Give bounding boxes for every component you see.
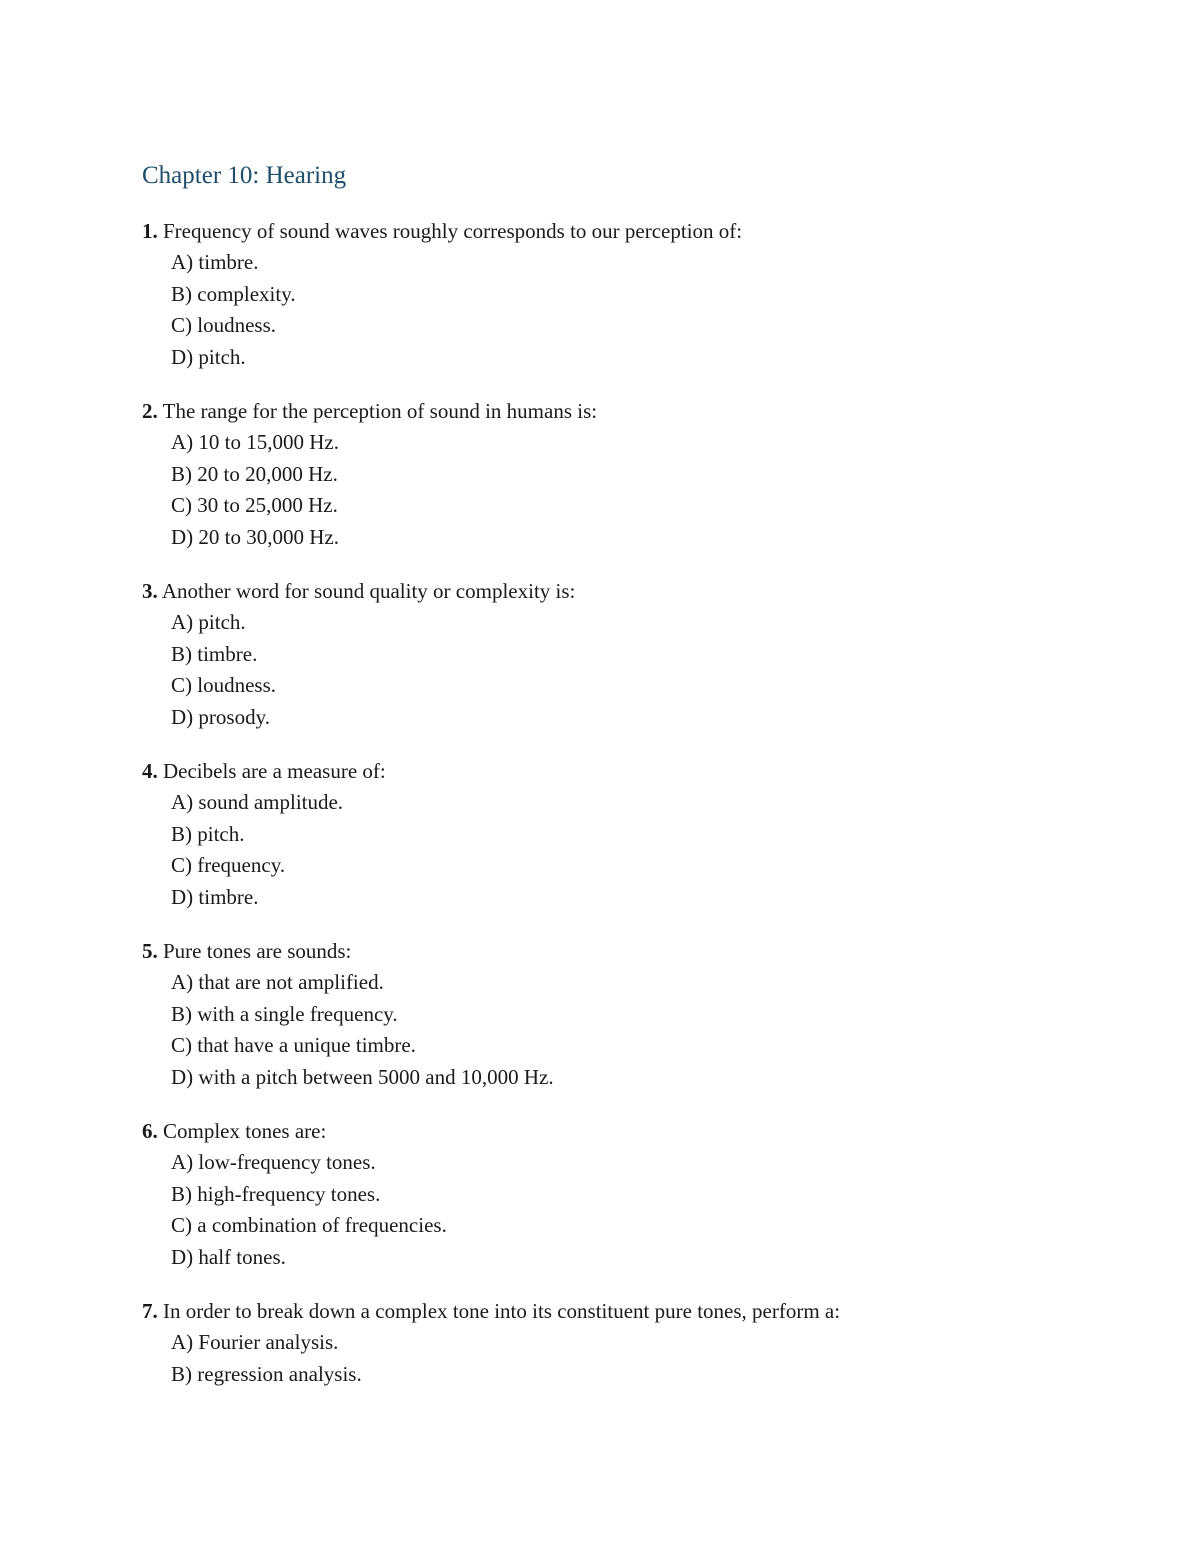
question-stem: [142, 1116, 1102, 1147]
answer-choice: B) pitch.: [171, 821, 245, 846]
question-stem: [142, 396, 1102, 427]
answer-choice: D) prosody.: [171, 704, 270, 729]
answer-choices: [142, 967, 1102, 1093]
question-text: The range for the perception of sound in humans is:: [162, 399, 598, 423]
question-stem: [142, 1296, 1102, 1327]
answer-choices: [142, 427, 1102, 553]
answer-choice: C) loudness.: [171, 313, 276, 337]
answer-choice: B) complexity.: [171, 281, 296, 306]
question-number: 5.: [142, 939, 158, 963]
answer-choice: A) sound amplitude.: [171, 790, 344, 814]
question-6: [142, 1116, 1102, 1273]
answer-choices: [142, 1327, 1102, 1390]
question-stem: [142, 936, 1102, 967]
answer-choice: B) 20 to 20,000 Hz.: [171, 461, 338, 486]
answer-choice: D) with a pitch between 5000 and 10,000 Hz.: [171, 1064, 554, 1089]
question-stem: [142, 576, 1102, 607]
answer-choice: C) loudness.: [171, 673, 276, 697]
question-4: [142, 756, 1102, 913]
question-text: Another word for sound quality or complexity is:: [161, 579, 576, 603]
question-stem: [142, 216, 1102, 247]
answer-choice: C) a combination of frequencies.: [171, 1213, 447, 1237]
answer-choices: [142, 787, 1102, 913]
question-number: 1.: [142, 219, 158, 243]
question-text: Frequency of sound waves roughly corresponds to our perception of:: [163, 219, 743, 243]
answer-choice: D) pitch.: [171, 344, 246, 369]
question-2: [142, 396, 1102, 553]
answer-choice: A) Fourier analysis.: [171, 1330, 339, 1354]
question-number: 7.: [142, 1299, 158, 1323]
question-1: [142, 216, 1102, 373]
question-text: Pure tones are sounds:: [163, 939, 352, 963]
question-text: In order to break down a complex tone into its constituent pure tones, perform a:: [163, 1299, 841, 1323]
answer-choice: B) timbre.: [171, 641, 258, 666]
question-number: 4.: [142, 759, 158, 783]
answer-choices: [142, 247, 1102, 373]
question-7: [142, 1296, 1102, 1390]
question-number: 3.: [142, 579, 158, 603]
answer-choice: D) timbre.: [171, 884, 259, 909]
answer-choice: D) half tones.: [171, 1244, 286, 1269]
question-text: Decibels are a measure of:: [163, 759, 386, 783]
answer-choice: C) frequency.: [171, 853, 286, 877]
answer-choice: A) pitch.: [171, 610, 246, 634]
question-number: 2.: [142, 399, 158, 423]
answer-choices: [142, 607, 1102, 733]
chapter-title: Chapter 10: Hearing: [142, 162, 347, 189]
answer-choice: D) 20 to 30,000 Hz.: [171, 524, 339, 549]
question-number: 6.: [142, 1119, 158, 1143]
answer-choice: B) with a single frequency.: [171, 1001, 398, 1026]
answer-choice: B) regression analysis.: [171, 1361, 362, 1386]
answer-choice: C) that have a unique timbre.: [171, 1033, 416, 1057]
question-3: [142, 576, 1102, 733]
answer-choice: A) 10 to 15,000 Hz.: [171, 430, 339, 454]
question-stem: [142, 756, 1102, 787]
answer-choice: C) 30 to 25,000 Hz.: [171, 493, 338, 517]
answer-choice: A) timbre.: [171, 250, 259, 274]
answer-choice: A) that are not amplified.: [171, 970, 384, 994]
answer-choice: A) low-frequency tones.: [171, 1150, 376, 1174]
question-text: Complex tones are:: [163, 1119, 327, 1143]
document-page: [142, 158, 1102, 1413]
question-5: [142, 936, 1102, 1093]
answer-choice: B) high-frequency tones.: [171, 1181, 381, 1206]
answer-choices: [142, 1147, 1102, 1273]
